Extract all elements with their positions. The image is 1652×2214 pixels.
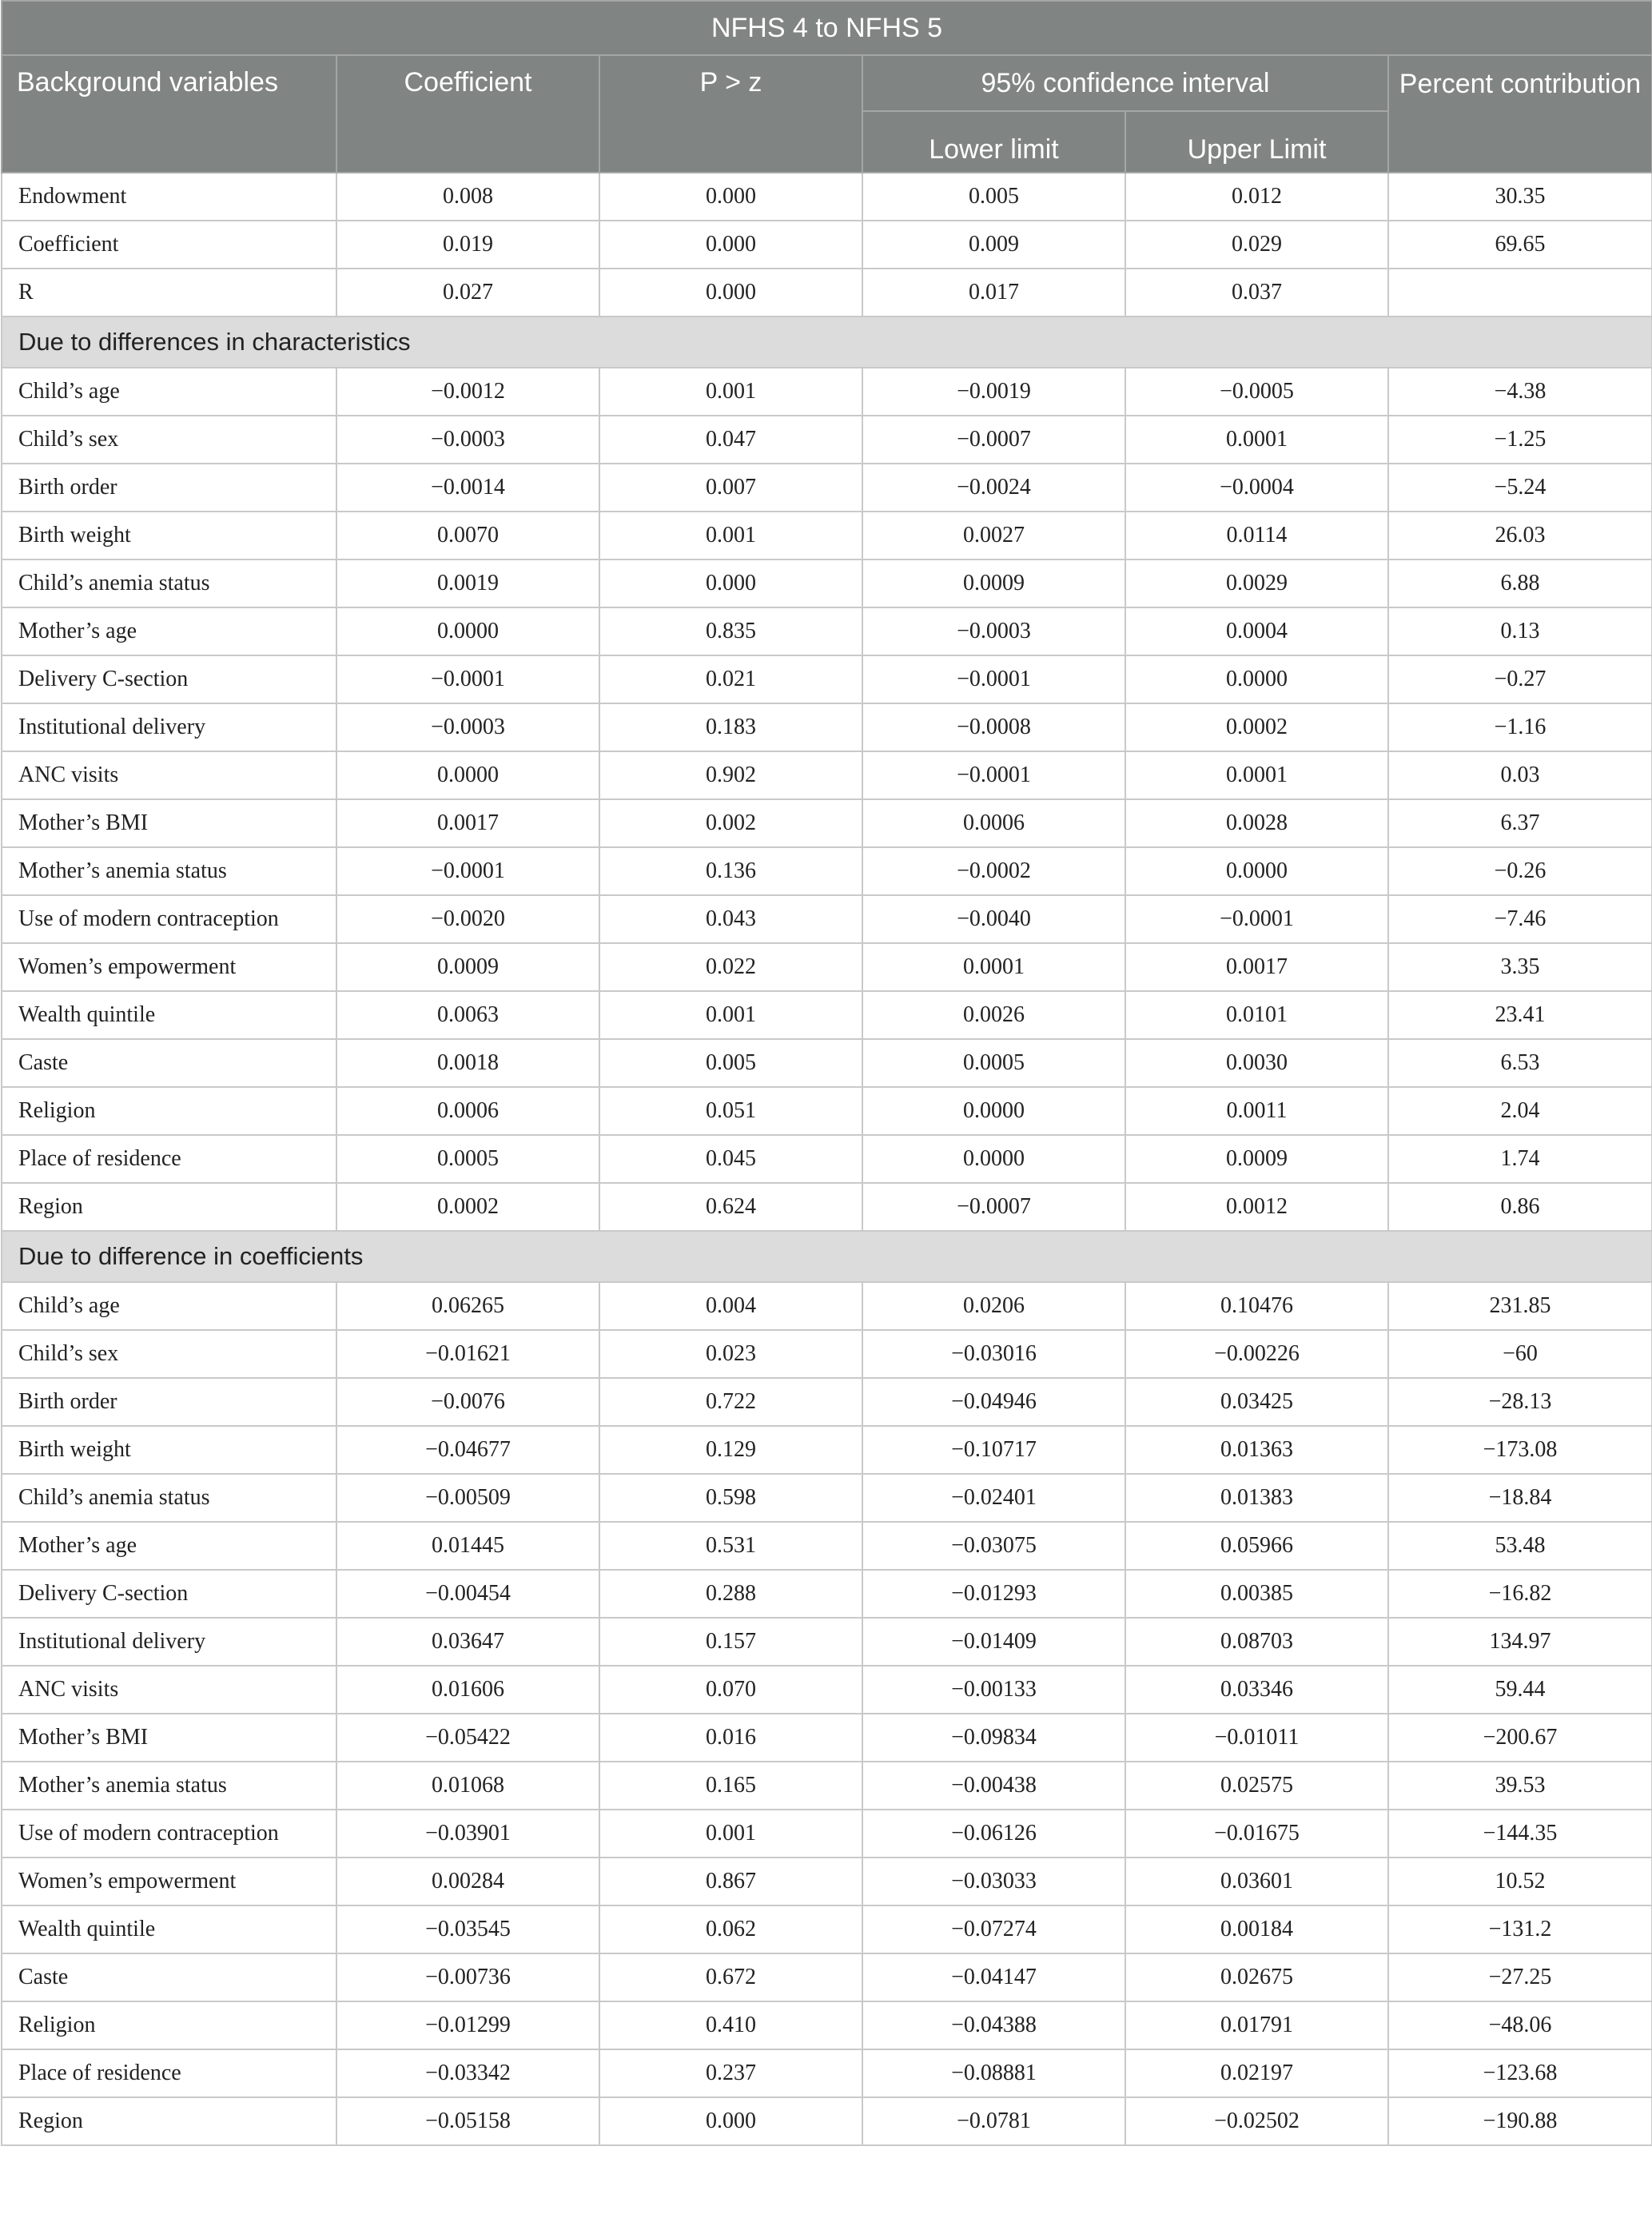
cell-percent-contribution: −5.24	[1388, 464, 1652, 512]
cell-percent-contribution: 6.88	[1388, 559, 1652, 607]
cell-coefficient: 0.0006	[336, 1087, 599, 1135]
cell-variable: Women’s empowerment	[2, 943, 336, 991]
cell-p-value: 0.902	[599, 751, 862, 799]
table-row	[2, 368, 1652, 416]
cell-lower-limit: −0.00133	[862, 1666, 1125, 1714]
cell-coefficient: 0.0063	[336, 991, 599, 1039]
cell-percent-contribution: 2.04	[1388, 1087, 1652, 1135]
header-lower-limit: Lower limit	[862, 111, 1125, 173]
cell-coefficient: −0.0003	[336, 703, 599, 751]
cell-p-value: 0.000	[599, 221, 862, 269]
cell-percent-contribution: −27.25	[1388, 1953, 1652, 2001]
cell-p-value: 0.165	[599, 1762, 862, 1810]
cell-variable: Delivery C-section	[2, 1570, 336, 1618]
header-upper-limit: Upper Limit	[1125, 111, 1388, 173]
cell-percent-contribution: −16.82	[1388, 1570, 1652, 1618]
cell-p-value: 0.129	[599, 1426, 862, 1474]
cell-coefficient: 0.00284	[336, 1858, 599, 1905]
cell-lower-limit: −0.0002	[862, 847, 1125, 895]
cell-variable: Child’s sex	[2, 416, 336, 464]
cell-lower-limit: −0.10717	[862, 1426, 1125, 1474]
cell-upper-limit: 0.0001	[1125, 751, 1388, 799]
table-title: NFHS 4 to NFHS 5	[2, 1, 1652, 55]
table-row	[2, 847, 1652, 895]
cell-variable: Wealth quintile	[2, 1905, 336, 1953]
table-row	[2, 512, 1652, 559]
cell-lower-limit: 0.0009	[862, 559, 1125, 607]
cell-percent-contribution: 23.41	[1388, 991, 1652, 1039]
cell-lower-limit: 0.0000	[862, 1135, 1125, 1183]
cell-upper-limit: 0.00385	[1125, 1570, 1388, 1618]
cell-upper-limit: 0.02675	[1125, 1953, 1388, 2001]
table-row	[2, 1330, 1652, 1378]
cell-coefficient: −0.05422	[336, 1714, 599, 1762]
cell-p-value: 0.000	[599, 559, 862, 607]
cell-variable: Place of residence	[2, 2049, 336, 2097]
cell-upper-limit: 0.029	[1125, 221, 1388, 269]
cell-percent-contribution: −1.16	[1388, 703, 1652, 751]
cell-lower-limit: −0.01293	[862, 1570, 1125, 1618]
cell-variable: Caste	[2, 1953, 336, 2001]
cell-p-value: 0.598	[599, 1474, 862, 1522]
cell-coefficient: 0.0005	[336, 1135, 599, 1183]
cell-lower-limit: −0.01409	[862, 1618, 1125, 1666]
cell-variable: Mother’s BMI	[2, 799, 336, 847]
cell-variable: Institutional delivery	[2, 703, 336, 751]
cell-upper-limit: 0.0030	[1125, 1039, 1388, 1087]
section-title: Due to differences in characteristics	[2, 317, 1652, 368]
cell-lower-limit: −0.0007	[862, 1183, 1125, 1231]
cell-upper-limit: 0.01383	[1125, 1474, 1388, 1522]
cell-percent-contribution: 1.74	[1388, 1135, 1652, 1183]
cell-p-value: 0.045	[599, 1135, 862, 1183]
cell-variable: Mother’s anemia status	[2, 847, 336, 895]
cell-percent-contribution: 10.52	[1388, 1858, 1652, 1905]
cell-coefficient: 0.0070	[336, 512, 599, 559]
table-row	[2, 2001, 1652, 2049]
table-row	[2, 1762, 1652, 1810]
cell-lower-limit: −0.0781	[862, 2097, 1125, 2145]
cell-lower-limit: 0.0005	[862, 1039, 1125, 1087]
table-body	[2, 173, 1652, 2145]
cell-p-value: 0.005	[599, 1039, 862, 1087]
cell-upper-limit: 0.0000	[1125, 655, 1388, 703]
table-row	[2, 991, 1652, 1039]
cell-lower-limit: −0.03016	[862, 1330, 1125, 1378]
cell-coefficient: 0.01606	[336, 1666, 599, 1714]
table-row	[2, 559, 1652, 607]
cell-p-value: 0.000	[599, 269, 862, 317]
table-row	[2, 1135, 1652, 1183]
cell-percent-contribution: 59.44	[1388, 1666, 1652, 1714]
cell-percent-contribution: 231.85	[1388, 1282, 1652, 1330]
cell-coefficient: 0.06265	[336, 1282, 599, 1330]
cell-percent-contribution: 6.37	[1388, 799, 1652, 847]
header-confidence-interval: 95% confidence interval	[862, 55, 1388, 111]
cell-coefficient: −0.0003	[336, 416, 599, 464]
cell-variable: Religion	[2, 1087, 336, 1135]
cell-coefficient: −0.01299	[336, 2001, 599, 2049]
cell-upper-limit: −0.01675	[1125, 1810, 1388, 1858]
cell-lower-limit: −0.0001	[862, 751, 1125, 799]
cell-p-value: 0.157	[599, 1618, 862, 1666]
cell-percent-contribution: −28.13	[1388, 1378, 1652, 1426]
cell-coefficient: 0.0000	[336, 607, 599, 655]
table-row	[2, 1905, 1652, 1953]
cell-coefficient: 0.01445	[336, 1522, 599, 1570]
cell-percent-contribution: −60	[1388, 1330, 1652, 1378]
cell-lower-limit: 0.0000	[862, 1087, 1125, 1135]
cell-upper-limit: 0.03346	[1125, 1666, 1388, 1714]
table-row	[2, 221, 1652, 269]
cell-coefficient: −0.0014	[336, 464, 599, 512]
cell-lower-limit: −0.0024	[862, 464, 1125, 512]
cell-p-value: 0.288	[599, 1570, 862, 1618]
table-row	[2, 269, 1652, 317]
cell-p-value: 0.722	[599, 1378, 862, 1426]
cell-p-value: 0.001	[599, 512, 862, 559]
cell-percent-contribution: 0.13	[1388, 607, 1652, 655]
cell-variable: Child’s anemia status	[2, 1474, 336, 1522]
cell-upper-limit: 0.0012	[1125, 1183, 1388, 1231]
cell-upper-limit: 0.0028	[1125, 799, 1388, 847]
cell-coefficient: 0.0000	[336, 751, 599, 799]
cell-variable: Region	[2, 2097, 336, 2145]
cell-lower-limit: −0.04388	[862, 2001, 1125, 2049]
table-row	[2, 1858, 1652, 1905]
table-row	[2, 1618, 1652, 1666]
table-row	[2, 607, 1652, 655]
cell-coefficient: −0.0076	[336, 1378, 599, 1426]
cell-percent-contribution: −144.35	[1388, 1810, 1652, 1858]
cell-lower-limit: −0.0008	[862, 703, 1125, 751]
cell-variable: Birth order	[2, 1378, 336, 1426]
cell-upper-limit: 0.00184	[1125, 1905, 1388, 1953]
cell-coefficient: 0.0017	[336, 799, 599, 847]
cell-coefficient: −0.03901	[336, 1810, 599, 1858]
cell-p-value: 0.043	[599, 895, 862, 943]
cell-coefficient: −0.00509	[336, 1474, 599, 1522]
table-row	[2, 416, 1652, 464]
cell-variable: Mother’s age	[2, 1522, 336, 1570]
cell-upper-limit: 0.01791	[1125, 2001, 1388, 2049]
table-row	[2, 1666, 1652, 1714]
cell-variable: Place of residence	[2, 1135, 336, 1183]
cell-upper-limit: 0.01363	[1125, 1426, 1388, 1474]
cell-p-value: 0.136	[599, 847, 862, 895]
cell-upper-limit: 0.05966	[1125, 1522, 1388, 1570]
cell-upper-limit: 0.0002	[1125, 703, 1388, 751]
cell-variable: Religion	[2, 2001, 336, 2049]
header-coefficient: Coefficient	[336, 55, 599, 173]
cell-coefficient: 0.027	[336, 269, 599, 317]
table-row	[2, 1282, 1652, 1330]
section-title: Due to difference in coefficients	[2, 1231, 1652, 1282]
cell-p-value: 0.051	[599, 1087, 862, 1135]
cell-lower-limit: 0.0027	[862, 512, 1125, 559]
cell-lower-limit: −0.02401	[862, 1474, 1125, 1522]
table-row	[2, 1474, 1652, 1522]
table-row	[2, 895, 1652, 943]
cell-variable: Region	[2, 1183, 336, 1231]
cell-p-value: 0.183	[599, 703, 862, 751]
cell-percent-contribution: 134.97	[1388, 1618, 1652, 1666]
cell-upper-limit: 0.08703	[1125, 1618, 1388, 1666]
cell-upper-limit: 0.037	[1125, 269, 1388, 317]
cell-coefficient: −0.0012	[336, 368, 599, 416]
cell-percent-contribution: 53.48	[1388, 1522, 1652, 1570]
table-row	[2, 1953, 1652, 2001]
cell-p-value: 0.531	[599, 1522, 862, 1570]
cell-p-value: 0.000	[599, 173, 862, 221]
cell-p-value: 0.672	[599, 1953, 862, 2001]
cell-upper-limit: 0.0001	[1125, 416, 1388, 464]
cell-lower-limit: −0.04946	[862, 1378, 1125, 1426]
cell-lower-limit: −0.0040	[862, 895, 1125, 943]
cell-coefficient: 0.0018	[336, 1039, 599, 1087]
cell-coefficient: 0.0002	[336, 1183, 599, 1231]
section-header-row	[2, 1231, 1652, 1282]
table-row	[2, 2097, 1652, 2145]
cell-percent-contribution: 30.35	[1388, 173, 1652, 221]
cell-lower-limit: −0.04147	[862, 1953, 1125, 2001]
cell-upper-limit: 0.0029	[1125, 559, 1388, 607]
cell-variable: Endowment	[2, 173, 336, 221]
cell-variable: Use of modern contraception	[2, 895, 336, 943]
cell-variable: Birth weight	[2, 512, 336, 559]
cell-upper-limit: 0.0101	[1125, 991, 1388, 1039]
cell-p-value: 0.410	[599, 2001, 862, 2049]
cell-lower-limit: −0.0003	[862, 607, 1125, 655]
cell-coefficient: −0.0001	[336, 847, 599, 895]
cell-variable: Mother’s anemia status	[2, 1762, 336, 1810]
table-row	[2, 1522, 1652, 1570]
table-row	[2, 1570, 1652, 1618]
table-row	[2, 1378, 1652, 1426]
cell-variable: Child’s anemia status	[2, 559, 336, 607]
cell-variable: Mother’s BMI	[2, 1714, 336, 1762]
cell-coefficient: 0.008	[336, 173, 599, 221]
cell-variable: ANC visits	[2, 751, 336, 799]
table-row	[2, 943, 1652, 991]
cell-variable: Delivery C-section	[2, 655, 336, 703]
cell-p-value: 0.023	[599, 1330, 862, 1378]
cell-coefficient: 0.0009	[336, 943, 599, 991]
cell-variable: Child’s age	[2, 1282, 336, 1330]
cell-p-value: 0.624	[599, 1183, 862, 1231]
cell-lower-limit: 0.0001	[862, 943, 1125, 991]
cell-lower-limit: −0.06126	[862, 1810, 1125, 1858]
cell-variable: Wealth quintile	[2, 991, 336, 1039]
cell-upper-limit: 0.012	[1125, 173, 1388, 221]
cell-percent-contribution: 0.86	[1388, 1183, 1652, 1231]
cell-coefficient: 0.019	[336, 221, 599, 269]
cell-p-value: 0.001	[599, 1810, 862, 1858]
cell-upper-limit: 0.0000	[1125, 847, 1388, 895]
cell-upper-limit: 0.0004	[1125, 607, 1388, 655]
cell-percent-contribution: 26.03	[1388, 512, 1652, 559]
cell-upper-limit: −0.0004	[1125, 464, 1388, 512]
cell-p-value: 0.001	[599, 991, 862, 1039]
table-row	[2, 1183, 1652, 1231]
cell-coefficient: −0.0020	[336, 895, 599, 943]
cell-percent-contribution: −18.84	[1388, 1474, 1652, 1522]
table-row	[2, 464, 1652, 512]
cell-percent-contribution: −131.2	[1388, 1905, 1652, 1953]
cell-percent-contribution: 0.03	[1388, 751, 1652, 799]
cell-upper-limit: 0.0114	[1125, 512, 1388, 559]
cell-variable: Birth weight	[2, 1426, 336, 1474]
cell-lower-limit: −0.00438	[862, 1762, 1125, 1810]
table-row	[2, 799, 1652, 847]
cell-variable: R	[2, 269, 336, 317]
cell-variable: ANC visits	[2, 1666, 336, 1714]
table-row	[2, 703, 1652, 751]
cell-upper-limit: 0.0011	[1125, 1087, 1388, 1135]
cell-variable: Child’s age	[2, 368, 336, 416]
cell-coefficient: −0.05158	[336, 2097, 599, 2145]
cell-upper-limit: −0.02502	[1125, 2097, 1388, 2145]
cell-variable: Birth order	[2, 464, 336, 512]
cell-upper-limit: 0.0017	[1125, 943, 1388, 991]
cell-coefficient: −0.0001	[336, 655, 599, 703]
cell-upper-limit: −0.01011	[1125, 1714, 1388, 1762]
cell-upper-limit: 0.03601	[1125, 1858, 1388, 1905]
cell-coefficient: −0.00736	[336, 1953, 599, 2001]
cell-lower-limit: 0.0006	[862, 799, 1125, 847]
table-row	[2, 751, 1652, 799]
cell-p-value: 0.867	[599, 1858, 862, 1905]
cell-percent-contribution: 3.35	[1388, 943, 1652, 991]
cell-lower-limit: −0.03075	[862, 1522, 1125, 1570]
cell-p-value: 0.021	[599, 655, 862, 703]
header-p-value: P > z	[599, 55, 862, 173]
cell-upper-limit: 0.02575	[1125, 1762, 1388, 1810]
cell-percent-contribution: −1.25	[1388, 416, 1652, 464]
cell-lower-limit: −0.0019	[862, 368, 1125, 416]
cell-lower-limit: 0.0206	[862, 1282, 1125, 1330]
section-header-row	[2, 317, 1652, 368]
cell-lower-limit: −0.09834	[862, 1714, 1125, 1762]
cell-upper-limit: −0.0005	[1125, 368, 1388, 416]
cell-lower-limit: 0.0026	[862, 991, 1125, 1039]
cell-percent-contribution: 39.53	[1388, 1762, 1652, 1810]
cell-lower-limit: −0.0007	[862, 416, 1125, 464]
cell-p-value: 0.004	[599, 1282, 862, 1330]
cell-percent-contribution: 6.53	[1388, 1039, 1652, 1087]
cell-lower-limit: 0.017	[862, 269, 1125, 317]
cell-coefficient: 0.01068	[336, 1762, 599, 1810]
cell-percent-contribution: −0.27	[1388, 655, 1652, 703]
cell-variable: Women’s empowerment	[2, 1858, 336, 1905]
cell-coefficient: −0.03545	[336, 1905, 599, 1953]
cell-p-value: 0.835	[599, 607, 862, 655]
cell-p-value: 0.047	[599, 416, 862, 464]
cell-p-value: 0.062	[599, 1905, 862, 1953]
cell-upper-limit: −0.0001	[1125, 895, 1388, 943]
cell-upper-limit: −0.00226	[1125, 1330, 1388, 1378]
cell-percent-contribution: −4.38	[1388, 368, 1652, 416]
cell-p-value: 0.016	[599, 1714, 862, 1762]
cell-lower-limit: −0.03033	[862, 1858, 1125, 1905]
cell-variable: Use of modern contraception	[2, 1810, 336, 1858]
cell-coefficient: −0.04677	[336, 1426, 599, 1474]
cell-coefficient: −0.03342	[336, 2049, 599, 2097]
cell-coefficient: −0.00454	[336, 1570, 599, 1618]
cell-lower-limit: −0.07274	[862, 1905, 1125, 1953]
cell-percent-contribution: −123.68	[1388, 2049, 1652, 2097]
cell-variable: Coefficient	[2, 221, 336, 269]
cell-p-value: 0.001	[599, 368, 862, 416]
cell-p-value: 0.070	[599, 1666, 862, 1714]
header-background-variables: Background variables	[2, 55, 336, 173]
table-row	[2, 655, 1652, 703]
cell-percent-contribution: −200.67	[1388, 1714, 1652, 1762]
cell-p-value: 0.000	[599, 2097, 862, 2145]
cell-lower-limit: −0.0001	[862, 655, 1125, 703]
decomposition-table	[1, 0, 1652, 2146]
cell-p-value: 0.002	[599, 799, 862, 847]
cell-variable: Child’s sex	[2, 1330, 336, 1378]
cell-upper-limit: 0.0009	[1125, 1135, 1388, 1183]
cell-percent-contribution: 69.65	[1388, 221, 1652, 269]
cell-p-value: 0.007	[599, 464, 862, 512]
cell-upper-limit: 0.10476	[1125, 1282, 1388, 1330]
table-header	[2, 1, 1652, 173]
cell-percent-contribution: −7.46	[1388, 895, 1652, 943]
cell-coefficient: 0.0019	[336, 559, 599, 607]
cell-percent-contribution: −48.06	[1388, 2001, 1652, 2049]
cell-coefficient: 0.03647	[336, 1618, 599, 1666]
cell-variable: Caste	[2, 1039, 336, 1087]
cell-lower-limit: −0.08881	[862, 2049, 1125, 2097]
cell-lower-limit: 0.005	[862, 173, 1125, 221]
cell-percent-contribution: −0.26	[1388, 847, 1652, 895]
table-row	[2, 1810, 1652, 1858]
cell-p-value: 0.022	[599, 943, 862, 991]
cell-upper-limit: 0.03425	[1125, 1378, 1388, 1426]
table-row	[2, 1087, 1652, 1135]
cell-percent-contribution: −173.08	[1388, 1426, 1652, 1474]
table-row	[2, 173, 1652, 221]
table-row	[2, 1039, 1652, 1087]
cell-percent-contribution: −190.88	[1388, 2097, 1652, 2145]
cell-coefficient: −0.01621	[336, 1330, 599, 1378]
cell-lower-limit: 0.009	[862, 221, 1125, 269]
cell-p-value: 0.237	[599, 2049, 862, 2097]
cell-variable: Mother’s age	[2, 607, 336, 655]
cell-percent-contribution	[1388, 269, 1652, 317]
table-row	[2, 1426, 1652, 1474]
cell-upper-limit: 0.02197	[1125, 2049, 1388, 2097]
cell-variable: Institutional delivery	[2, 1618, 336, 1666]
header-percent-contribution: Percent contribution	[1388, 55, 1652, 173]
table-row	[2, 1714, 1652, 1762]
table-row	[2, 2049, 1652, 2097]
